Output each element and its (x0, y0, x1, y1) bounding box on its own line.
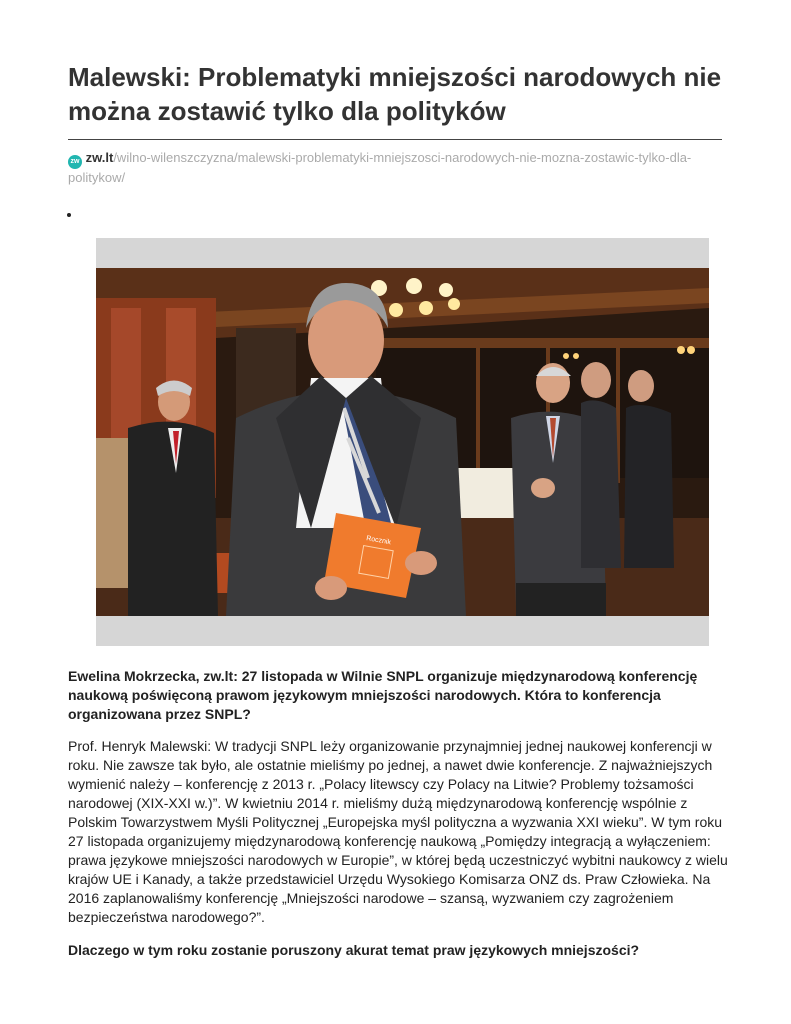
source-link[interactable] (68, 149, 722, 186)
title-divider (68, 139, 722, 140)
article-container (68, 0, 722, 222)
interview-question-1: Ewelina Mokrzecka, zw.lt: 27 listopada w Wilnie SNPL organizuje międzynarodową konferencję naukową poświęconą prawom językowym mniejszości narodowych. Która to konferencja organizowana przez SNPL? (68, 668, 698, 722)
article-photo (96, 238, 709, 646)
title-line-2: można zostawić tylko dla polityków (68, 96, 506, 126)
title-line-1: Malewski: Problematyki mniejszości narodowych nie (68, 62, 722, 92)
photo-image (96, 268, 709, 616)
article-title (68, 0, 722, 128)
source-path[interactable]: /wilno-wilenszczyzna/malewski-problematyki-mniejszosci-narodowych-nie-mozna-zostawic-tylko-dla-politykow/ (68, 150, 692, 185)
bullet-list (68, 206, 722, 222)
book-label: Rocznik (365, 535, 392, 547)
zw-logo-icon: zw (68, 155, 82, 169)
list-item (82, 206, 722, 223)
source-domain[interactable]: zw.lt (85, 150, 114, 165)
interview-answer-1: Prof. Henryk Malewski: W tradycji SNPL leży organizowanie przynajmniej jednej naukowej konferencji w roku. Nie zawsze tak było, ale ostatnie mieliśmy po jednej, a nawet dwie konferencje. Z najważniejszych wymienić należy – konferencję z 2013 r. „Polacy litewscy czy Polacy na Litwie? Problemy tożsamości narodowej (XIX-XXI w.)”. W kwietniu 2014 r. mieliśmy dużą międzynarodową konferencję wspólnie z Polskim Towarzystwem Myśli Politycznej „Europejska myśl polityczna a wyzwania XXI wieku”. W tym roku 27 listopada organizujemy międzynarodową konferencję naukową „Pomiędzy integracją a wyłączeniem: prawa językowe mniejszości narodowych w Europie”, w której będą uczestniczyć wybitni naukowcy z wielu krajów UE i Kanady, a także przedstawiciel Urzędu Wysokiego Komisarza ONZ ds. Praw Człowieka. Na 2016 zaplanowaliśmy konferencję „Mniejszości narodowe – szansą, wyzwaniem czy zagrożeniem bezpieczeństwa narodowego?”. (68, 738, 728, 925)
interview-question-2: Dlaczego w tym roku zostanie poruszony akurat temat praw językowych mniejszości? (68, 942, 640, 958)
